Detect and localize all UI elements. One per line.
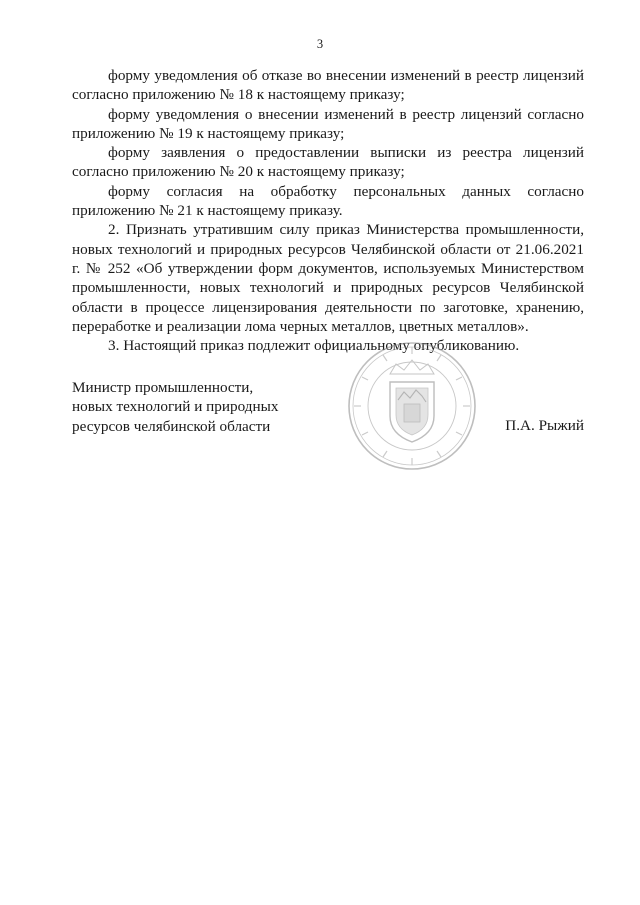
paragraph-form-consent: форму согласия на обработку персональных данных согласно приложению № 21 к настоящему приказу. <box>72 182 584 220</box>
signer-title-line-2: новых технологий и природных <box>72 398 279 416</box>
signature-block <box>72 378 584 436</box>
page-number: 3 <box>316 37 324 51</box>
paragraph-publication: 3. Настоящий приказ подлежит официальному опубликованию. <box>108 337 520 355</box>
paragraph-repeal-order: 2. Признать утратившим силу приказ Министерства промышленности, новых технологий и природных ресурсов Челябинской области от 21.06.2021 г. № 252 «Об утверждении форм документов, используемых Министерством промышленности, новых технологий и природных ресурсов Челябинской области в процессе лицензирования деятельности по заготовке, хранению, переработке и реализации лома черных металлов, цветных металлов». <box>72 221 584 335</box>
signer-title-line-3: ресурсов челябинской области <box>72 417 271 435</box>
paragraph-form-extract-request: форму заявления о предоставлении выписки из реестра лицензий согласно приложению № 20 к настоящему приказу; <box>72 144 584 181</box>
paragraph-form-change-notice: форму уведомления о внесении изменений в реестр лицензий согласно приложению № 19 к настоящему приказу; <box>72 105 584 142</box>
document-body <box>72 66 584 355</box>
paragraph-form-refusal-notice: форму уведомления об отказе во внесении изменений в реестр лицензий согласно приложению № 18 к настоящему приказу; <box>72 67 584 104</box>
signer-title-line-1: Министр промышленности, <box>72 379 254 396</box>
signer-name: П.А. Рыжий <box>505 417 584 434</box>
